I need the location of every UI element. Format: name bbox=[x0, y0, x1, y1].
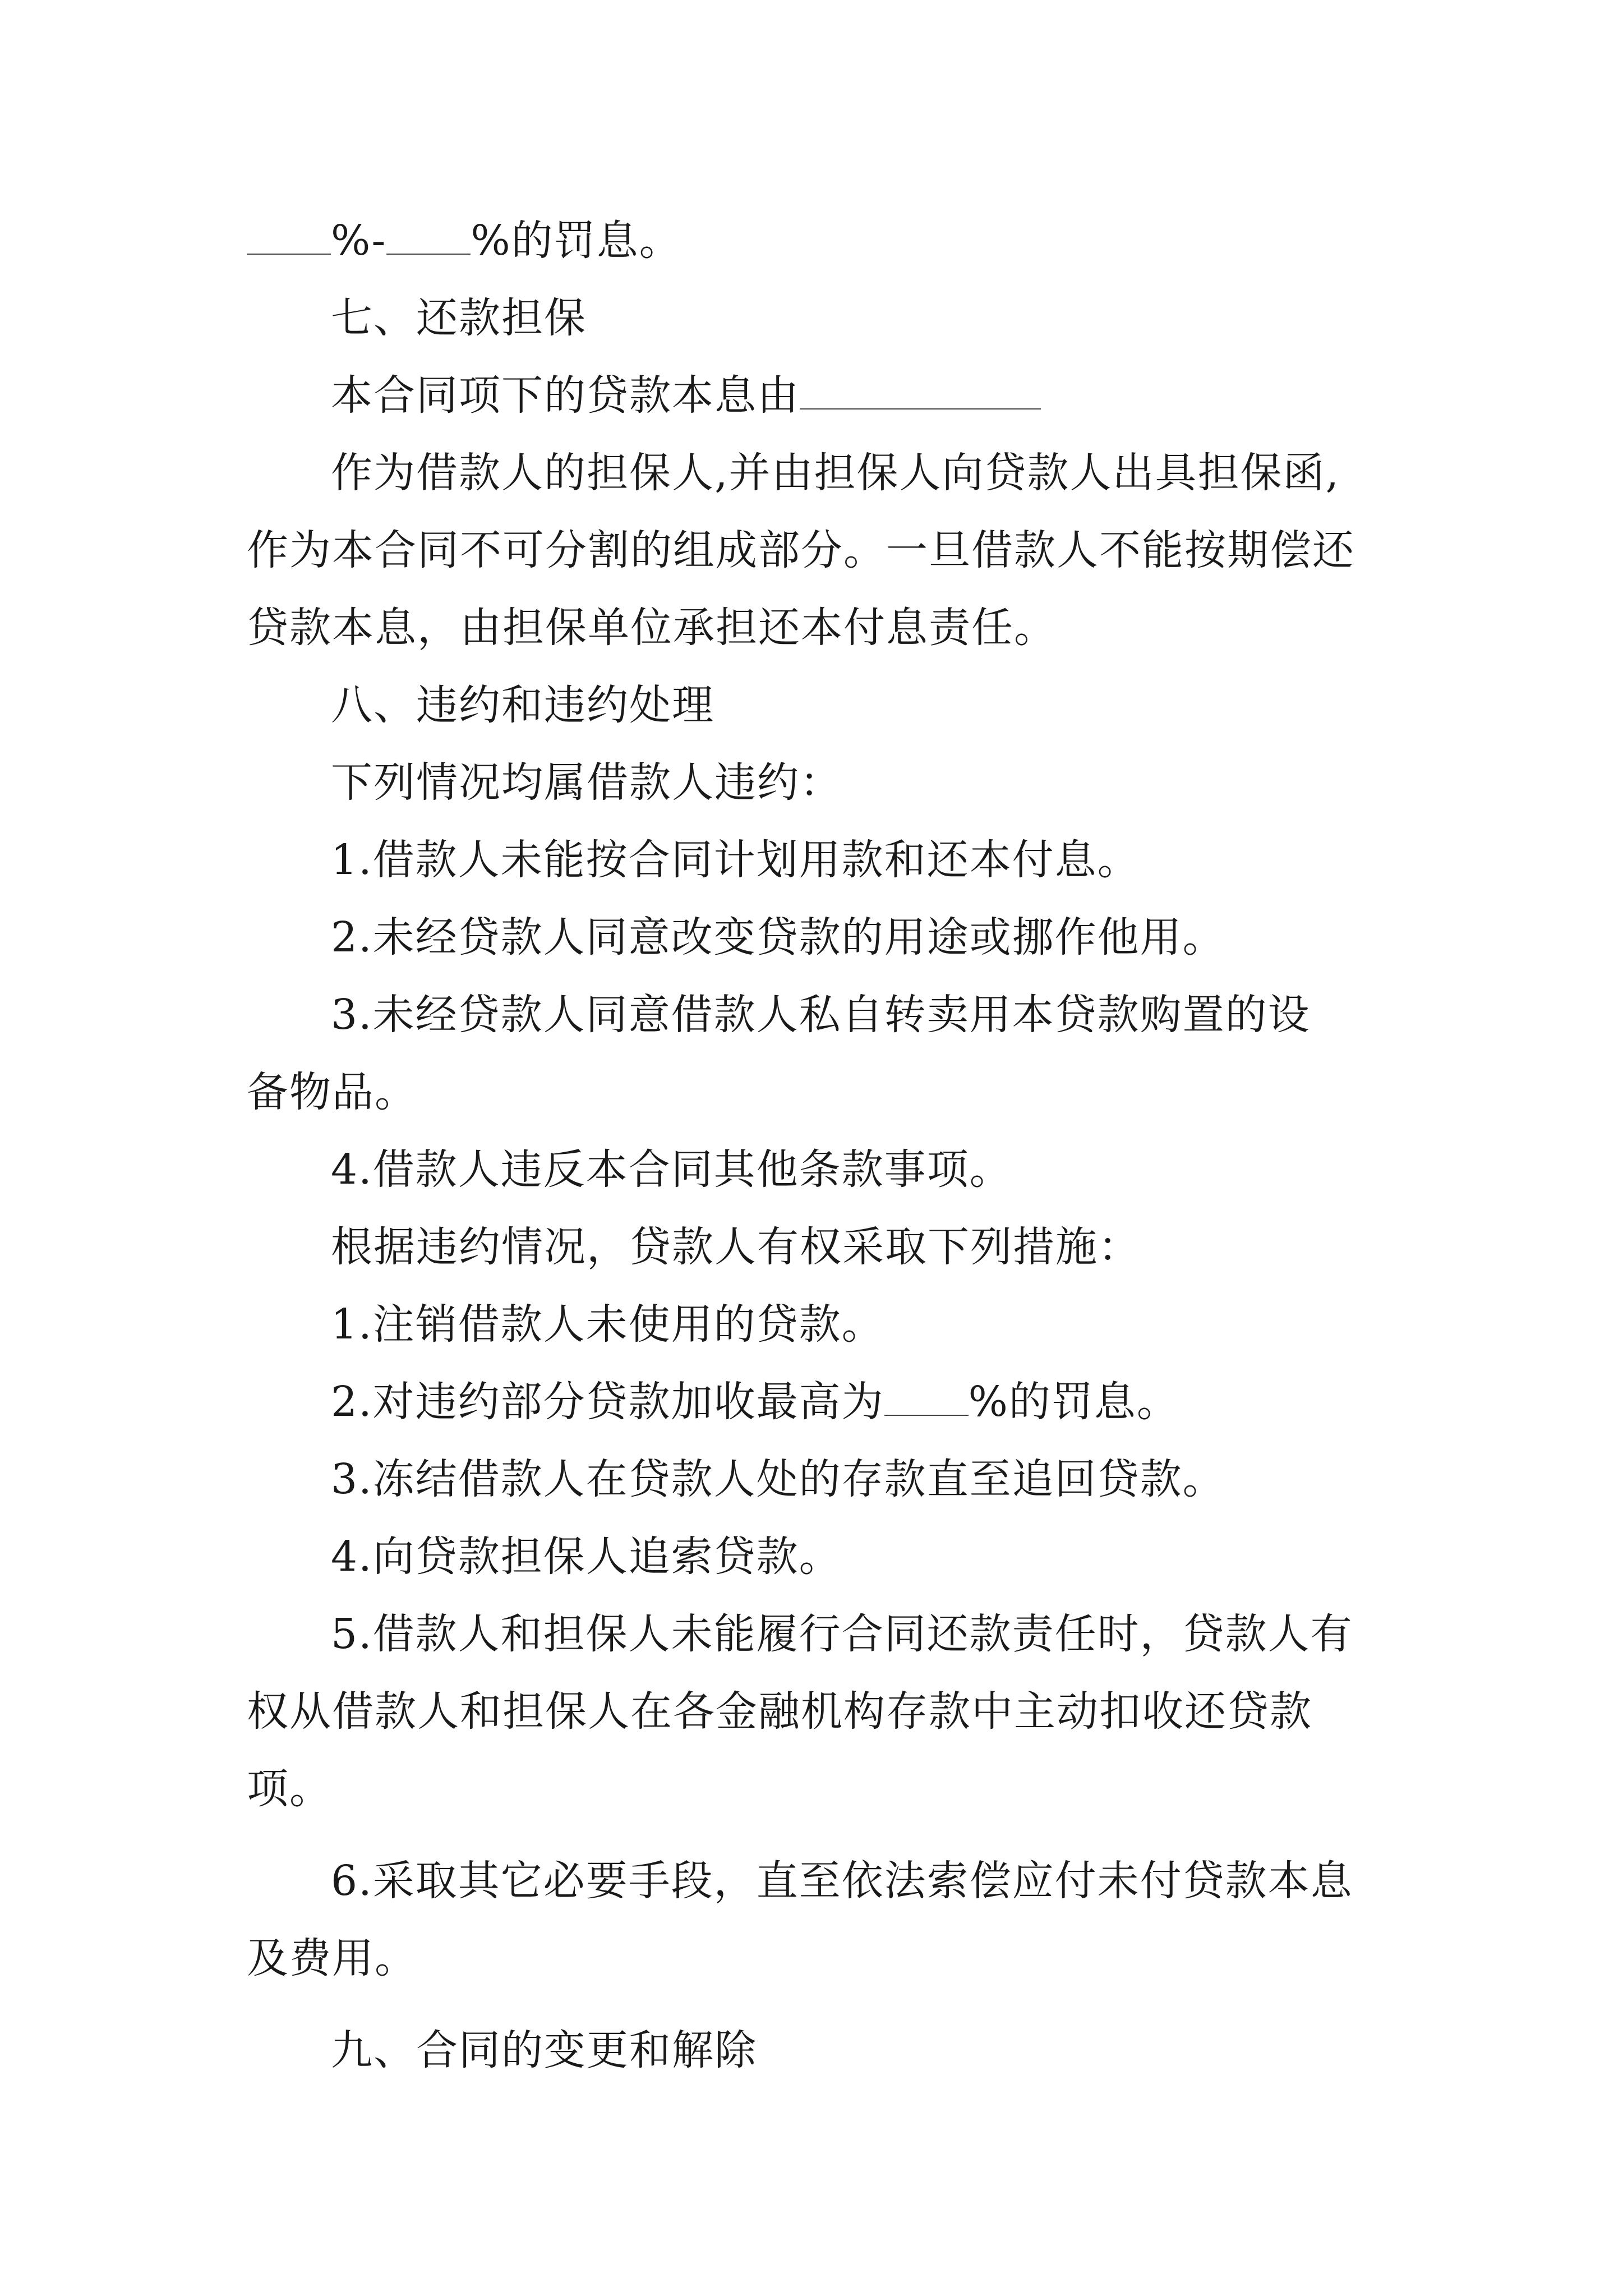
document-page bbox=[247, 202, 1385, 2089]
text-line: 作为借款人的担保人,并由担保人向贷款人出具担保函, bbox=[331, 449, 1340, 497]
text-line: 根据违约情况，贷款人有权采取下列措施： bbox=[331, 1223, 1141, 1271]
paragraph-gap bbox=[247, 1828, 1385, 1842]
text-fragment: %- bbox=[331, 217, 387, 265]
text-line: 下列情况均属借款人违约： bbox=[331, 758, 842, 807]
text-fragment: 本合同项下的贷款本息由 bbox=[331, 371, 800, 420]
text-line: 项。 bbox=[247, 1765, 332, 1813]
list-item: 1.借款人未能按合同计划用款和还本付息。 bbox=[331, 836, 1140, 884]
text-line-penalty-range bbox=[247, 202, 1385, 279]
list-item: 1.注销借款人未使用的贷款。 bbox=[331, 1300, 884, 1349]
text-line: 备物品。 bbox=[247, 1068, 417, 1116]
paragraph-gap bbox=[247, 1997, 1385, 2012]
list-item: 3.冻结借款人在贷款人处的存款直至追回贷款。 bbox=[331, 1455, 1225, 1503]
list-item: 4.借款人违反本合同其他条款事项。 bbox=[331, 1145, 1012, 1194]
blank-field bbox=[247, 216, 331, 255]
list-item: 4.向贷款担保人追索贷款。 bbox=[331, 1533, 842, 1581]
blank-field bbox=[884, 1377, 969, 1416]
text-line: 及费用。 bbox=[247, 1934, 417, 1982]
section-heading-9: 九、合同的变更和解除 bbox=[331, 2026, 757, 2074]
list-item: 3.未经贷款人同意借款人私自转卖用本贷款购置的设 bbox=[331, 991, 1311, 1039]
section-heading-8: 八、违约和违约处理 bbox=[331, 681, 714, 729]
text-line: 权从借款人和担保人在各金融机构存款中主动扣收还贷款 bbox=[247, 1687, 1312, 1736]
blank-field bbox=[800, 371, 1041, 409]
list-item: 5.借款人和担保人未能履行合同还款责任时，贷款人有 bbox=[331, 1610, 1353, 1658]
list-item bbox=[247, 1363, 1385, 1441]
text-fragment: %的罚息。 bbox=[471, 217, 682, 265]
text-fragment: 2.对违约部分贷款加收最高为 bbox=[331, 1378, 884, 1426]
text-line bbox=[247, 357, 1385, 434]
text-line: 贷款本息，由担保单位承担还本付息责任。 bbox=[247, 604, 1057, 652]
text-line: 作为本合同不可分割的组成部分。一旦借款人不能按期偿还 bbox=[247, 526, 1355, 574]
section-heading-7: 七、还款担保 bbox=[331, 294, 587, 342]
blank-field bbox=[386, 216, 471, 255]
list-item: 2.未经贷款人同意改变贷款的用途或挪作他用。 bbox=[331, 913, 1225, 961]
text-fragment: %的罚息。 bbox=[968, 1378, 1179, 1426]
list-item: 6.采取其它必要手段，直至依法索偿应付未付贷款本息 bbox=[331, 1857, 1353, 1905]
